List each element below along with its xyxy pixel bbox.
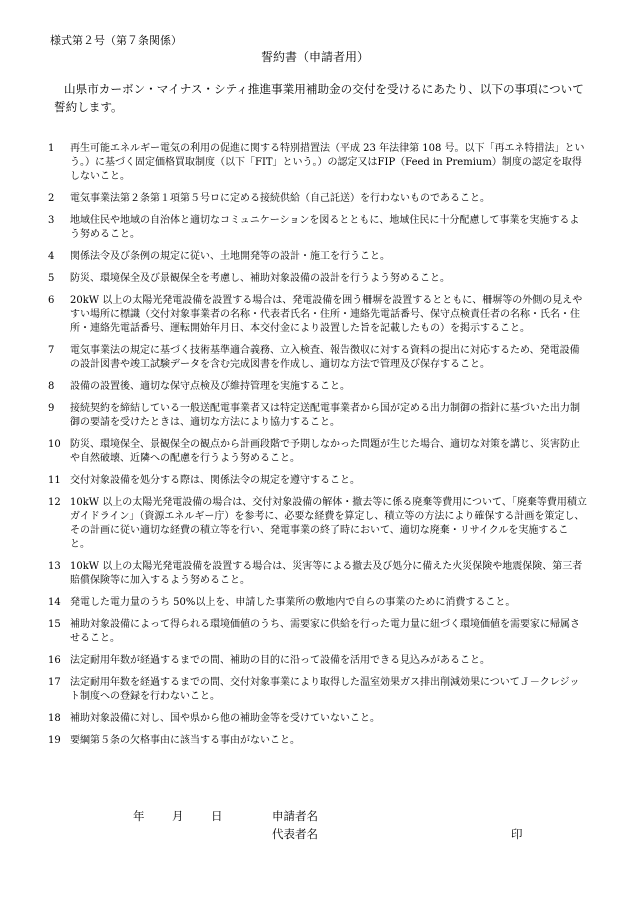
item-number: 6 <box>48 295 55 306</box>
pledge-item <box>48 560 588 588</box>
item-number: 17 <box>48 677 61 688</box>
item-number: 5 <box>48 273 55 284</box>
pledge-item <box>48 250 588 264</box>
item-text: 設備の設置後、適切な保守点検及び維持管理を実施すること。 <box>70 381 350 392</box>
item-text: 再生可能エネルギー電気の利用の促進に関する特別措置法（平成 23 年法律第 108 号。以下「再エネ特措法」という。）に基づく固定価格買取制度（以下「FIT」という。）の認定又はFIP（Feed in Premium）制度の認定を取得しないこと。 <box>70 143 585 182</box>
item-number: 1 <box>48 143 55 154</box>
item-text: 20kW 以上の太陽光発電設備を設置する場合は、発電設備を囲う柵塀を設置するとともに、柵塀等の外側の見えやすい場所に標識（交付対象事業者の名称・代表者氏名・住所・連絡先電話番号、保守点検責任者の名称・氏名・住所・連絡先電話番号、運転開始年月日、本交付金により設置した旨を記載したもの）を掲示すること。 <box>70 295 583 334</box>
pledge-item <box>48 294 588 336</box>
item-number: 3 <box>48 215 55 226</box>
item-number: 16 <box>48 655 61 666</box>
seal-label: 印 <box>511 827 523 841</box>
pledge-item <box>48 214 588 242</box>
item-text: 発電した電力量のうち 50%以上を、申請した事業所の敷地内で自らの事業のために消費すること。 <box>70 597 516 608</box>
item-number: 4 <box>48 251 55 262</box>
item-text: 10kW 以上の太陽光発電設備を設置する場合は、災害等による撤去及び処分に備えた火災保険や地震保険、第三者賠償保険等に加入するよう努めること。 <box>70 561 583 586</box>
item-number: 15 <box>48 619 61 630</box>
item-number: 10 <box>48 439 61 450</box>
item-text: 電気事業法の規定に基づく技術基準適合義務、立入検査、報告徴収に対する資料の提出に対応するため、発電設備の設計図書や竣工試験データを含む完成図書を作成し、適切な方法で管理及び保存すること。 <box>70 345 580 370</box>
representative-name-label: 代表者名 <box>272 827 318 841</box>
document-title: 誓約書（申請者用） <box>260 50 369 64</box>
intro-paragraph: 山県市カーボン・マイナス・シティ推進事業用補助金の交付を受けるにあたり、以下の事項について誓約します。 <box>54 82 584 114</box>
item-text: 関係法令及び条例の規定に従い、土地開発等の設計・施工を行うこと。 <box>70 251 390 262</box>
pledge-item <box>48 676 588 704</box>
item-text: 防災、環境保全、景観保全の観点から計画段階で予期しなかった問題が生じた場合、適切な対策を講じ、災害防止や自然破壊、近隣への配慮を行うよう努めること。 <box>70 439 580 464</box>
form-number: 様式第２号（第７条関係） <box>50 34 182 47</box>
pledge-item <box>48 654 588 668</box>
pledge-item <box>48 712 588 726</box>
item-text: 10kW 以上の太陽光発電設備の場合は、交付対象設備の解体・撤去等に係る廃棄等費用について、「廃棄等費用積立ガイドライン」（資源エネルギー庁）を参考に、必要な経費を算定し、積立等の方法により確保する計画を策定し、その計画に従い適切な経費の積立等を行い、発電事業の終了時において、適切な廃棄・リサイクルを実施すること。 <box>70 497 587 550</box>
item-number: 12 <box>48 497 61 508</box>
date-day-label: 日 <box>211 809 223 823</box>
item-text: 防災、環境保全及び景観保全を考慮し、補助対象設備の設計を行うよう努めること。 <box>70 273 450 284</box>
pledge-item <box>48 496 588 552</box>
pledge-item <box>48 402 588 430</box>
item-text: 地域住民や地域の自治体と適切なコミュニケーションを図るとともに、地域住民に十分配慮して事業を実施するよう努めること。 <box>70 215 580 240</box>
item-text: 交付対象設備を処分する際は、関係法令の規定を遵守すること。 <box>70 475 360 486</box>
pledge-item <box>48 192 588 206</box>
pledge-item <box>48 734 588 748</box>
date-month-label: 月 <box>172 809 184 823</box>
pledge-item <box>48 344 588 372</box>
item-number: 7 <box>48 345 55 356</box>
item-number: 13 <box>48 561 61 572</box>
item-text: 補助対象設備によって得られる環境価値のうち、需要家に供給を行った電力量に紐づく環境価値を需要家に帰属させること。 <box>70 619 580 644</box>
pledge-item <box>48 142 588 184</box>
pledge-item <box>48 596 588 610</box>
pledge-list <box>48 142 588 756</box>
pledge-item <box>48 618 588 646</box>
pledge-item <box>48 474 588 488</box>
item-number: 8 <box>48 381 55 392</box>
pledge-item <box>48 438 588 466</box>
applicant-name-label: 申請者名 <box>272 809 318 823</box>
date-year-label: 年 <box>133 809 145 823</box>
item-text: 電気事業法第２条第１項第５号ロに定める接続供給（自己託送）を行わないものであること。 <box>70 193 490 204</box>
item-text: 補助対象設備に対し、国や県から他の補助金等を受けていないこと。 <box>70 713 380 724</box>
item-number: 11 <box>48 475 61 486</box>
item-text: 法定耐用年数を経過するまでの間、交付対象事業により取得した温室効果ガス排出削減効果についてＪ－クレジット制度への登録を行わないこと。 <box>70 677 580 702</box>
item-number: 18 <box>48 713 61 724</box>
item-number: 9 <box>48 403 55 414</box>
item-text: 要綱第５条の欠格事由に該当する事由がないこと。 <box>70 735 300 746</box>
item-number: 19 <box>48 735 61 746</box>
item-text: 接続契約を締結している一般送配電事業者又は特定送配電事業者から国が定める出力制御の指針に基づいた出力制御の要請を受けたときは、適切な方法により協力すること。 <box>70 403 580 428</box>
item-text: 法定耐用年数が経過するまでの間、補助の目的に沿って設備を活用できる見込みがあること。 <box>70 655 490 666</box>
item-number: 14 <box>48 597 61 608</box>
item-number: 2 <box>48 193 55 204</box>
pledge-item <box>48 380 588 394</box>
pledge-item <box>48 272 588 286</box>
